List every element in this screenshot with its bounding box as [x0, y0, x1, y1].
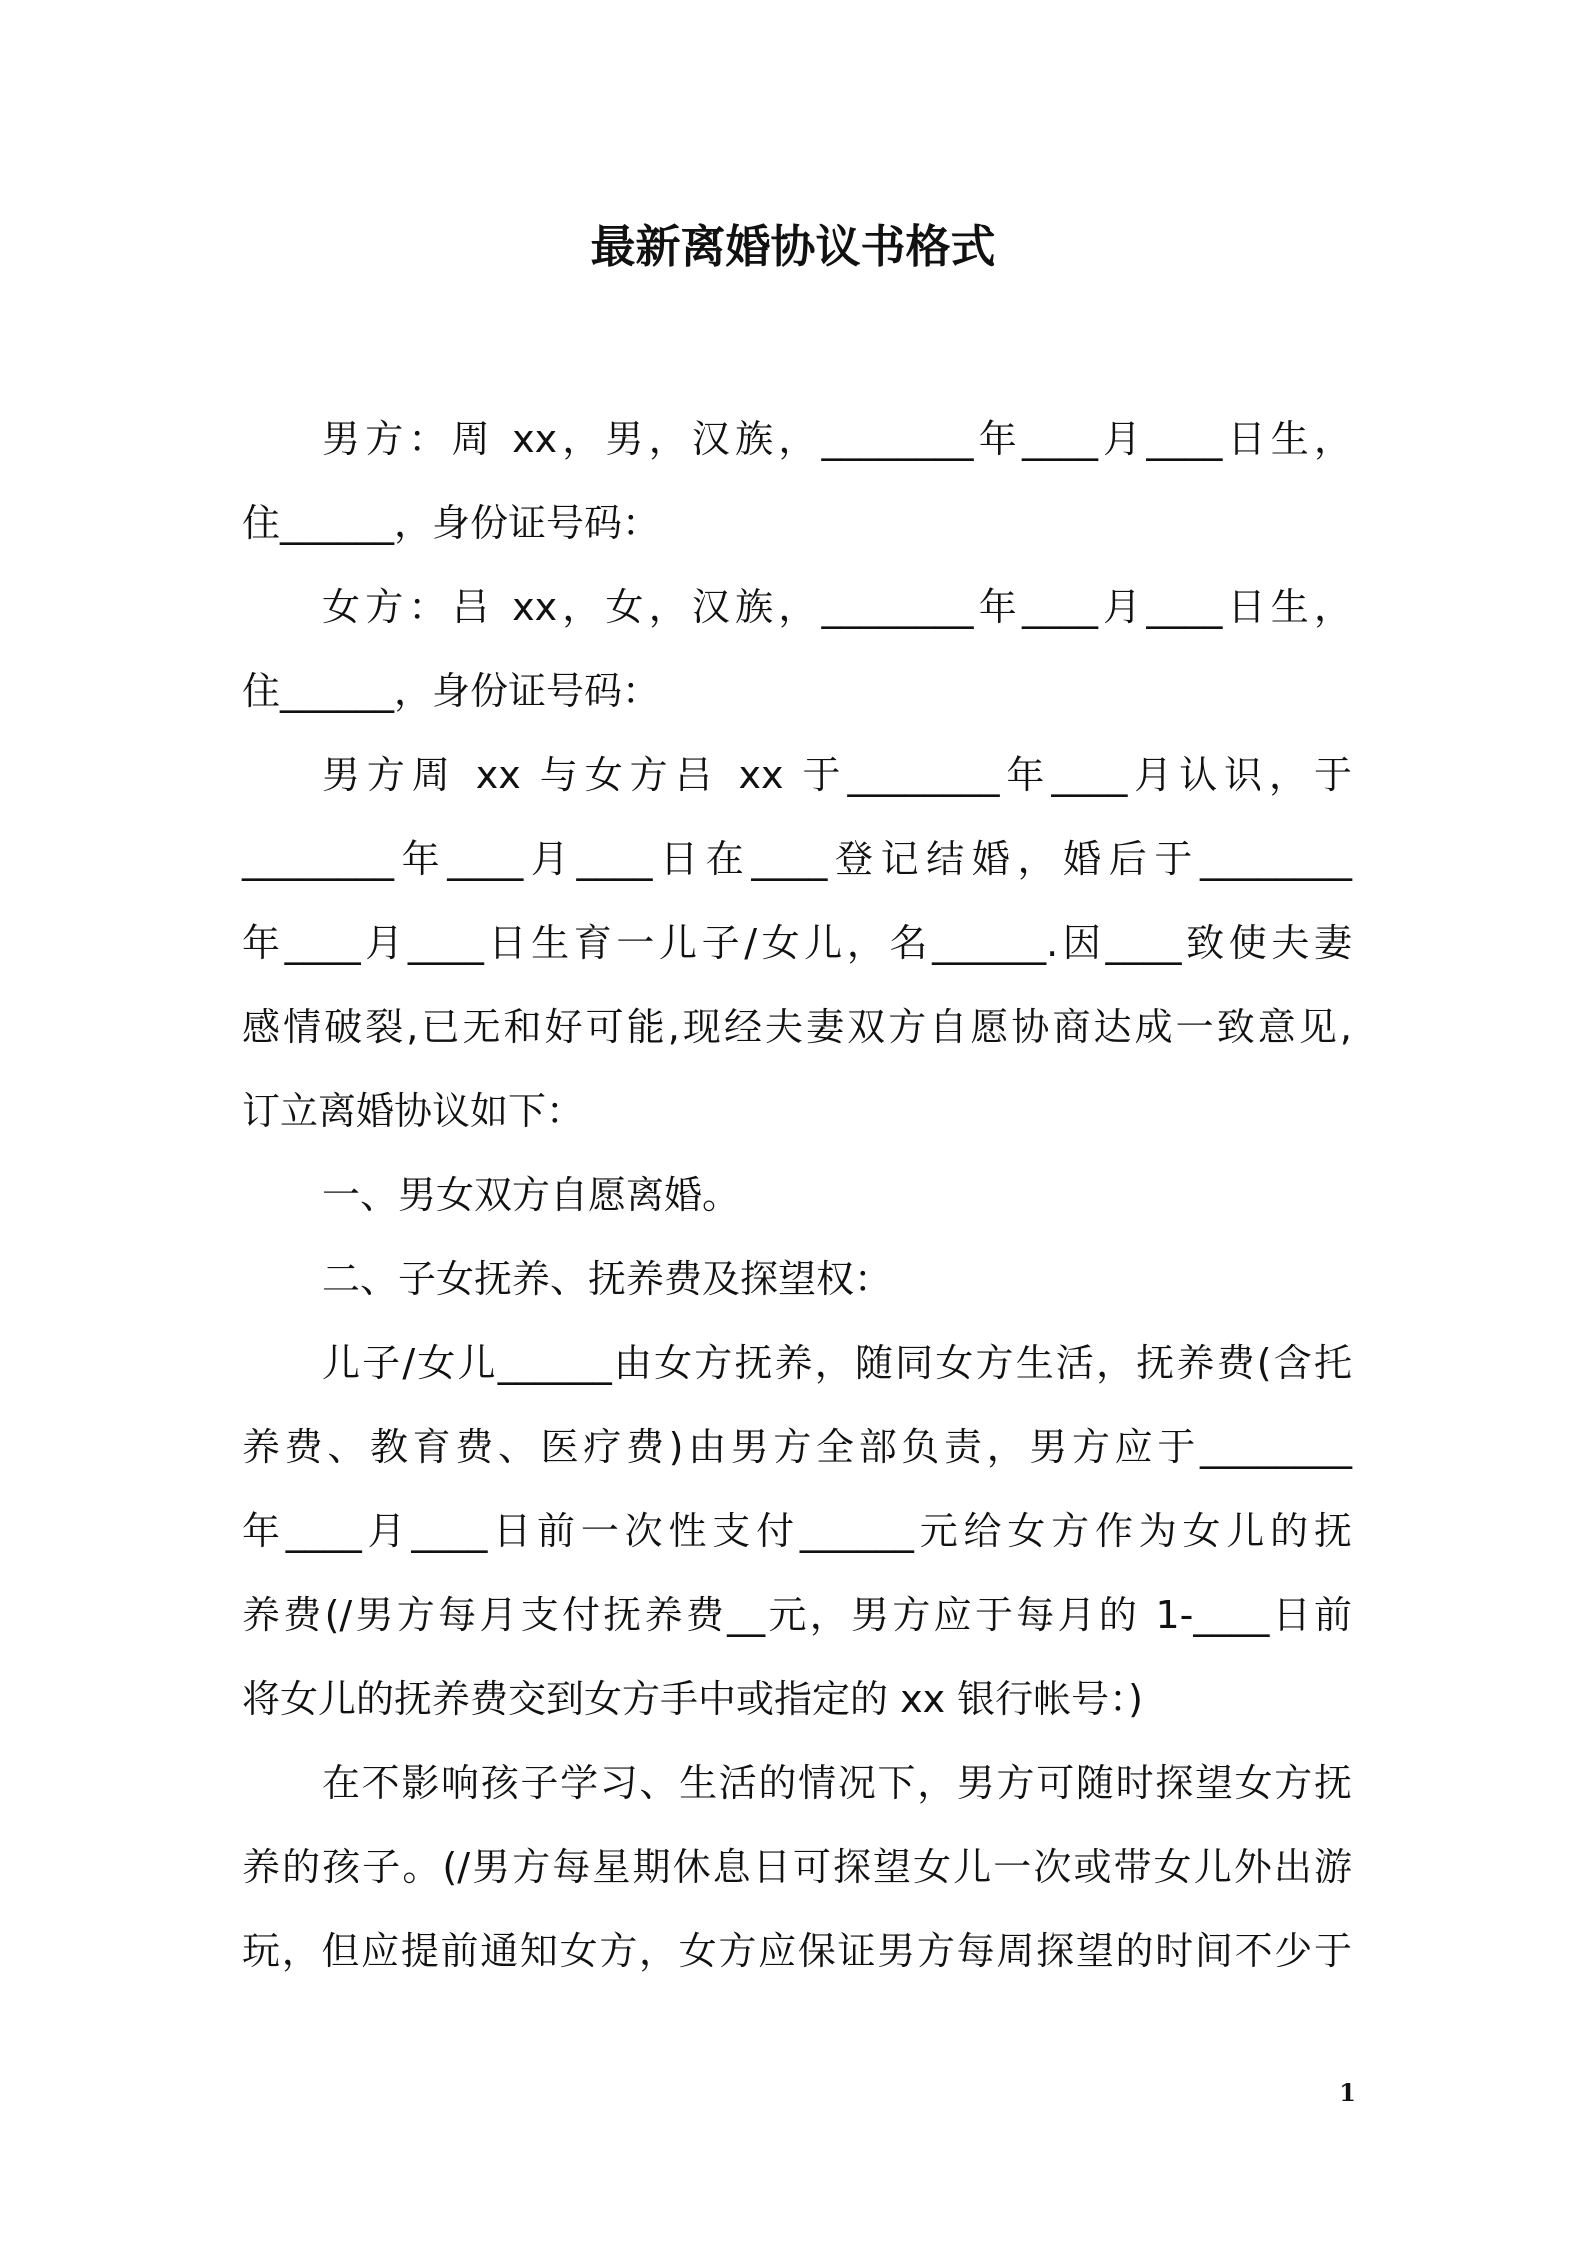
text-line: 年____月____日生育一儿子/女儿，名______.因____致使夫妻 — [242, 921, 1352, 965]
text-line: 女方：吕 xx，女，汉族，________年____月____日生， — [322, 585, 1352, 629]
text-line: 住______，身份证号码： — [242, 501, 661, 545]
text-line: 养费(/男方每月支付抚养费__元，男方应于每月的 1-____日前 — [242, 1593, 1352, 1637]
document-title: 最新离婚协议书格式 — [590, 220, 996, 273]
text-line: 男方：周 xx，男，汉族，________年____月____日生， — [322, 417, 1352, 461]
text-line: 订立离婚协议如下： — [242, 1089, 585, 1133]
text-line: 住______，身份证号码： — [242, 669, 661, 713]
text-line: 感情破裂,已无和好可能,现经夫妻双方自愿协商达成一致意见, — [242, 1005, 1352, 1049]
text-line: 二、子女抚养、抚养费及探望权： — [322, 1257, 893, 1301]
text-line: 一、男女双方自愿离婚。 — [322, 1173, 741, 1217]
text-line: ________年____月____日在____登记结婚，婚后于________ — [242, 837, 1352, 881]
text-line: 男方周 xx 与女方吕 xx 于________年____月认识，于 — [322, 753, 1352, 797]
document-body — [242, 397, 1352, 1993]
text-line: 玩，但应提前通知女方，女方应保证男方每周探望的时间不少于 — [242, 1929, 1352, 1973]
text-line: 将女儿的抚养费交到女方手中或指定的 xx 银行帐号：) — [242, 1677, 1143, 1721]
text-line: 年____月____日前一次性支付______元给女方作为女儿的抚 — [242, 1509, 1352, 1553]
text-line: 在不影响孩子学习、生活的情况下，男方可随时探望女方抚 — [322, 1761, 1352, 1805]
text-line: 养的孩子。(/男方每星期休息日可探望女儿一次或带女儿外出游 — [242, 1845, 1352, 1889]
page-number: 1 — [1339, 2078, 1356, 2107]
text-line: 儿子/女儿______由女方抚养，随同女方生活，抚养费(含托 — [322, 1341, 1352, 1385]
text-line: 养费、教育费、医疗费)由男方全部负责，男方应于________ — [242, 1425, 1352, 1469]
